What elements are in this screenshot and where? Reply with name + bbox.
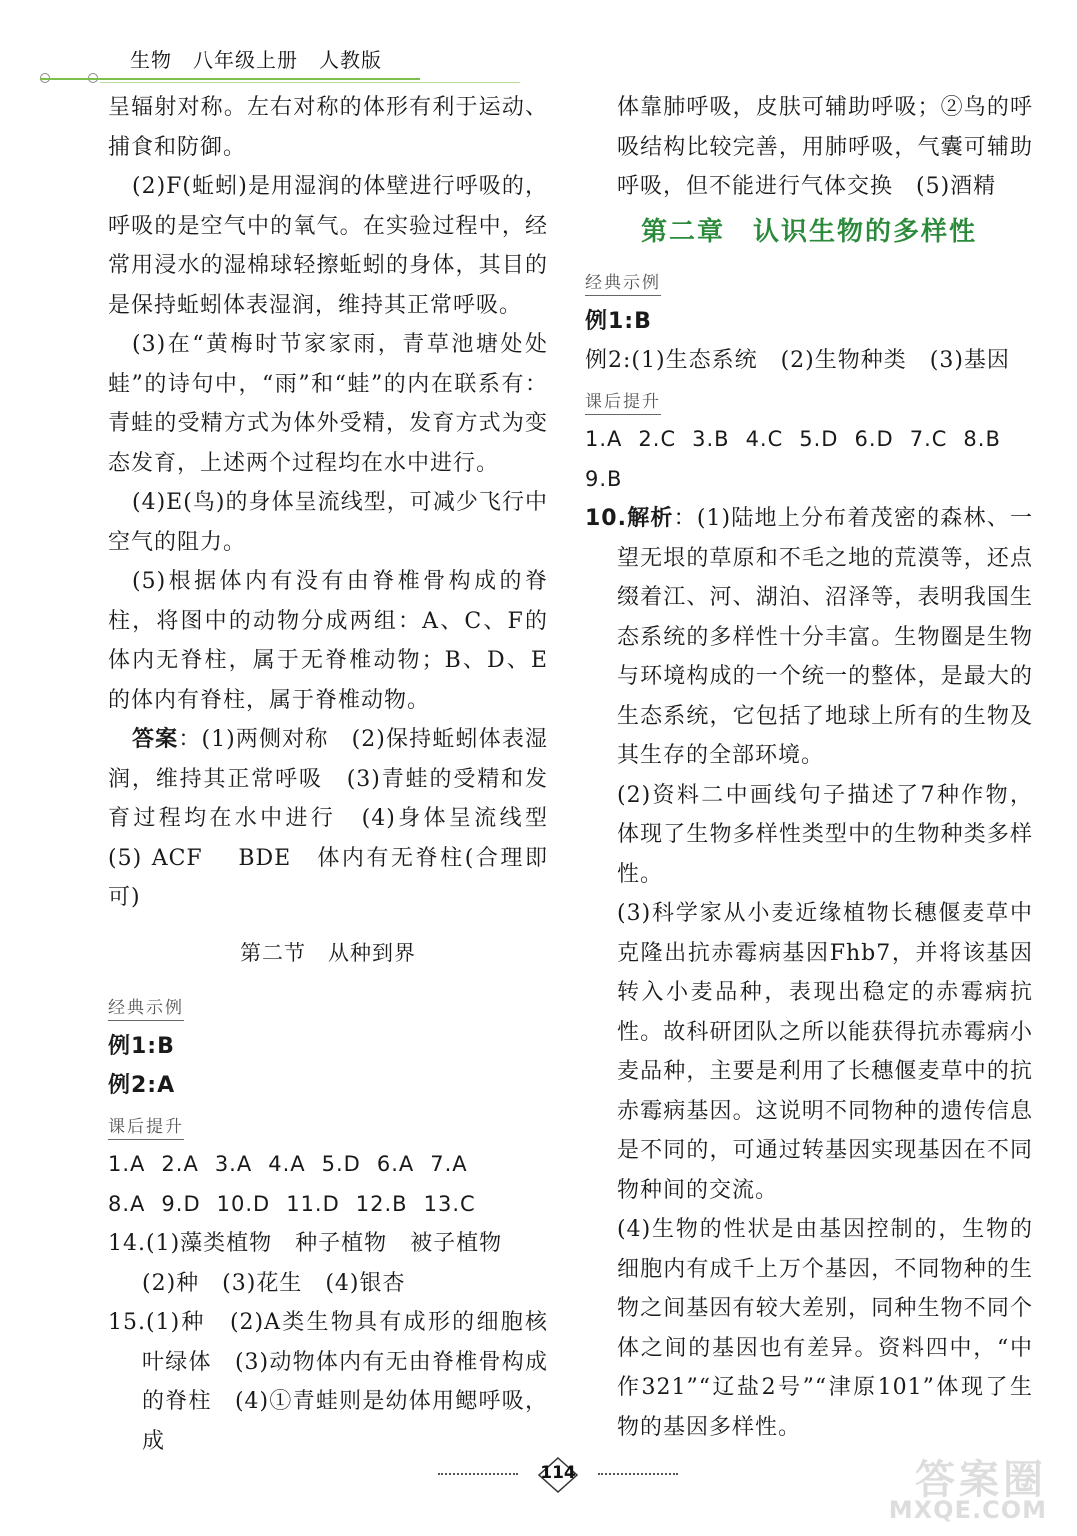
answer-item: 8.A	[108, 1191, 146, 1216]
header-title: 生物 八年级上册 人教版	[130, 48, 382, 72]
question-10-paragraph-2: (2)资料二中画线句子描述了7种作物，体现了生物多样性类型中的生物种类多样性。	[617, 782, 1033, 887]
left-paragraph-3: (3)在“黄梅时节家家雨，青草池塘处处蛙”的诗句中，“雨”和“蛙”的内在联系有：青蛙的受精方式为体外受精，发育方式为变态发育，上述两个过程均在水中进行。	[108, 332, 548, 476]
watermark-url: MXQE.COM	[888, 1496, 1047, 1524]
right-column	[585, 88, 1033, 1447]
answers-row-2	[108, 1185, 548, 1225]
watermark	[867, 1448, 1057, 1528]
right-paragraph-1: 体靠肺呼吸，皮肤可辅助呼吸；②鸟的呼吸结构比较完善，用肺呼吸，气囊可辅助呼吸，但不能进行气体交换 (5)酒精	[617, 95, 1033, 199]
watermark-logo: 答案圈	[915, 1457, 1047, 1503]
answers-row-1	[108, 1145, 548, 1185]
question-15: 15.(1)种 (2)A类生物具有成形的细胞核叶绿体 (3)动物体内有无由脊椎骨构成的脊柱 (4)①青蛙则是幼体用鳃呼吸，成	[108, 1310, 548, 1454]
answer-item: 7.A	[430, 1152, 468, 1176]
answer-item: 3.A	[214, 1152, 253, 1176]
header-rule-secondary	[100, 82, 520, 83]
answer-item: 4.A	[268, 1152, 306, 1176]
answer-item: 1.A	[585, 427, 623, 451]
header-rule	[40, 78, 420, 80]
left-paragraph-4: (4)E(鸟)的身体呈流线型，可减少飞行中空气的阻力。	[108, 490, 548, 555]
answer-item: 10.D	[216, 1191, 271, 1216]
question-14-line-2: (2)种 (3)花生 (4)银杏	[142, 1270, 406, 1296]
example-1: 例1:B	[108, 1033, 175, 1059]
answer-paragraph	[108, 720, 572, 918]
example-2: 例2:A	[108, 1073, 176, 1098]
answer-item: 3.B	[692, 427, 730, 451]
answer-item: 4.C	[745, 427, 784, 451]
answer-item: 12.B	[355, 1191, 408, 1216]
question-10-paragraph-4: (4)生物的性状是由基因控制的，生物的细胞内有成千上万个基因，不同物种的生物之间基因有较大差别，同种生物不同个体之间的基因也有差异。资料四中，“中作321”“辽盐2号”“津原101”体现了生物的基因多样性。	[617, 1217, 1033, 1440]
question-10-label: 10.解析	[585, 506, 674, 531]
left-paragraph-5: (5)根据体内有没有由脊椎骨构成的脊柱，将图中的动物分成两组：A、C、F的体内无脊柱，属于无脊椎动物；B、D、E的体内有脊柱，属于脊椎动物。	[108, 569, 548, 713]
page-number-dots-left	[438, 1473, 518, 1475]
answer-item: 6.A	[376, 1152, 415, 1176]
question-10-paragraph-3: (3)科学家从小麦近缘植物长穗偃麦草中克隆出抗赤霉病基因Fhb7，并将该基因转入小麦品种，表现出稳定的赤霉病抗性。故科研团队之所以能获得抗赤霉病小麦品种，主要是利用了长穗偃麦草中的抗赤霉病基因。这说明不同物种的遗传信息是不同的，可通过转基因实现基因在不同物种间的交流。	[617, 901, 1033, 1203]
label-examples: 经典示例	[108, 996, 184, 1021]
answer-item: 1.A	[108, 1152, 146, 1176]
answer-item: 13.C	[423, 1191, 476, 1216]
page-header	[0, 40, 560, 90]
label-practice: 课后提升	[585, 390, 661, 415]
answer-item: 5.D	[799, 427, 839, 451]
answer-text: ：(1)两侧对称 (2)保持蚯蚓体表湿润，维持其正常呼吸 (3)青蛙的受精和发育过程均在水中进行 (4)身体呈流线型 (5) ACF BDE 体内有无脊柱(合理即可)	[108, 727, 572, 910]
answers-row-2	[585, 460, 1033, 500]
left-column	[108, 88, 572, 1461]
answer-item: 6.D	[854, 427, 894, 451]
example-1: 例1:B	[585, 308, 652, 334]
page-number: 114	[540, 1463, 576, 1483]
left-paragraph-2: (2)F(蚯蚓)是用湿润的体壁进行呼吸的，呼吸的是空气中的氧气。在实验过程中，经常用浸水的湿棉球轻擦蚯蚓的身体，其目的是保持蚯蚓体表湿润，维持其正常呼吸。	[108, 174, 548, 318]
page-number-badge	[438, 1455, 678, 1495]
answer-item: 9.D	[161, 1191, 201, 1216]
page-number-dots-right	[598, 1473, 678, 1475]
question-14-line-1: 14.(1)藻类植物 种子植物 被子植物	[108, 1231, 503, 1256]
question-10-paragraph-1	[585, 499, 1033, 776]
answer-item: 8.B	[963, 427, 1001, 451]
answer-item: 11.D	[286, 1191, 340, 1216]
example-2: 例2:(1)生态系统 (2)生物种类 (3)基因	[585, 348, 1010, 373]
answer-item: 2.C	[638, 427, 677, 451]
left-paragraph-1: 呈辐射对称。左右对称的体形有利于运动、捕食和防御。	[108, 95, 548, 160]
label-examples: 经典示例	[585, 271, 661, 296]
label-practice: 课后提升	[108, 1115, 184, 1140]
answer-item: 2.A	[161, 1152, 199, 1176]
answer-item: 9.B	[585, 466, 623, 491]
answers-row-1	[585, 420, 1033, 460]
answer-item: 5.D	[321, 1152, 361, 1176]
section-title: 第二节 从种到界	[240, 940, 416, 965]
question-10-text-1: ：(1)陆地上分布着茂密的森林、一望无垠的草原和不毛之地的荒漠等，还点缀着江、河、湖泊、沼泽等，表明我国生态系统的多样性十分丰富。生物圈是生物与环境构成的一个统一的整体，是最大的生态系统，它包括了地球上所有的生物及其生存的全部环境。	[617, 506, 1033, 768]
answer-label: 答案	[132, 727, 179, 752]
answer-item: 7.C	[909, 427, 948, 451]
chapter-title: 第二章 认识生物的多样性	[640, 216, 977, 247]
